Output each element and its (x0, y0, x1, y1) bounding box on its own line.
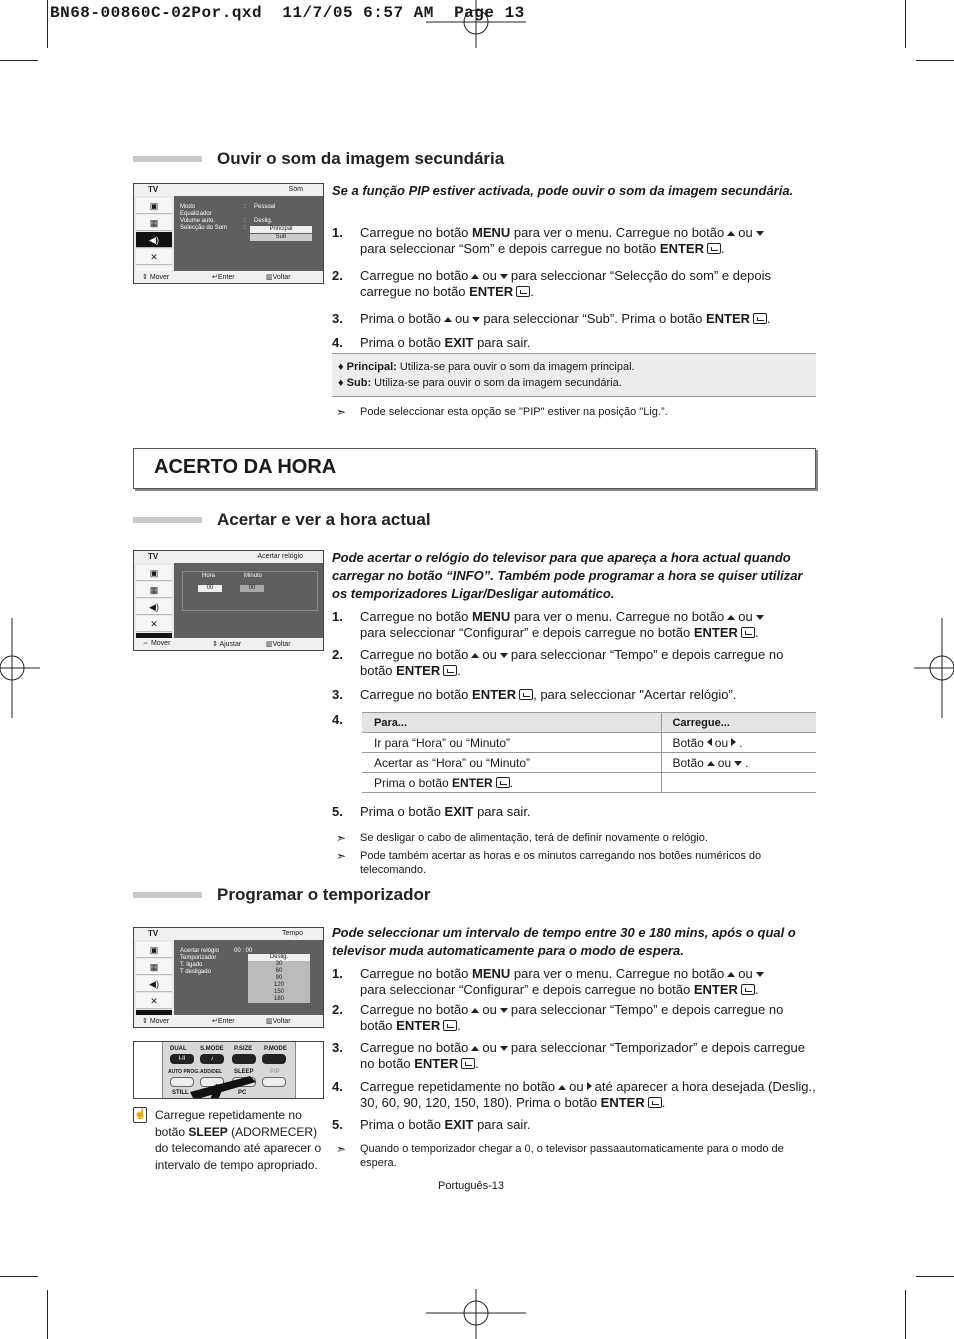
step: 3. Carregue no botão ENTER , para seleccionar "Acertar relógio”. (332, 687, 737, 702)
note: ➣ Pode também acertar as horas e os minutos carregando nos botões numéricos do telecomando. (336, 849, 762, 876)
section-intro: Pode seleccionar um intervalo de tempo entre 30 e 180 mins, após o qual o televisor muda automaticamente para o modo de espera. (332, 925, 796, 958)
pip-button (262, 1077, 286, 1087)
step: 3. Carregue no botão ou para seleccionar “Temporizador” e depois carregue no botão ENTER . (332, 1040, 805, 1071)
remote-label: DUAL (170, 1046, 187, 1052)
tv-item: Selecção do Som (180, 225, 228, 231)
section-bar (133, 156, 202, 162)
tv-footer-move: ⇕ Mover (142, 274, 170, 281)
section-intro: Se a função PIP estiver activada, pode ouvir o som da imagem secundária. (332, 183, 794, 198)
note-arrow-icon: ➣ (336, 405, 347, 419)
enter-icon (753, 313, 767, 324)
antenna-icon: ✕ (136, 616, 172, 632)
tv-option: 120 (248, 982, 310, 989)
tv-minute-label: Minuto (244, 573, 263, 579)
tv-tab: TV (148, 552, 159, 561)
tv-tab: TV (148, 185, 159, 194)
up-arrow-icon (471, 653, 479, 658)
tv-footer-return: ▥Voltar (266, 641, 291, 648)
remote-label: S.MODE (200, 1046, 224, 1052)
tv-value: Pessoal (254, 204, 276, 210)
remote-caption: Carregue repetidamente no botão SLEEP (ADORMECER) do telecomando até aparecer o intervalo de tempo apropriado. (155, 1108, 322, 1172)
tv-footer-enter: ↵Enter (212, 274, 235, 281)
tv-option: Sub (250, 234, 312, 241)
step: 2. Carregue no botão ou para seleccionar “Selecção do som” e depois carregue no botão ENTER . (332, 268, 772, 299)
step: 1. Carregue no botão MENU para ver o menu. Carregue no botão ou para seleccionar “Configurar” e depois carregue no botão ENTER . (332, 966, 818, 998)
up-arrow-icon (444, 317, 452, 322)
remote-label: SLEEP (234, 1069, 254, 1075)
section-title: Programar o temporizador (217, 885, 431, 904)
up-arrow-icon (471, 1008, 479, 1013)
step: 5. Prima o botão EXIT para sair. (332, 804, 531, 819)
tv-footer-move: ⇕ Mover (142, 1018, 170, 1025)
tv-option: 60 (248, 968, 310, 975)
note-arrow-icon: ➣ (336, 831, 347, 845)
info-item: ♦ Principal: Utiliza-se para ouvir o som da imagem principal. (338, 361, 635, 373)
down-arrow-icon (500, 274, 508, 279)
enter-icon (707, 243, 721, 254)
note: ➣ Se desligar o cabo de alimentação, terá de definir novamente o relógio. (336, 831, 708, 845)
down-arrow-icon (756, 231, 764, 236)
down-arrow-icon (500, 1008, 508, 1013)
down-arrow-icon (472, 317, 480, 322)
step: 2. Carregue no botão ou para seleccionar “Tempo” e depois carregue no botão ENTER . (332, 647, 784, 678)
table-row: Prima o botão ENTER . (362, 773, 816, 793)
note-arrow-icon: ➣ (336, 1142, 347, 1156)
file-header: BN68-00860C-02Por.qxd 11/7/05 6:57 AM Page 13 (50, 4, 525, 22)
tv-footer-move: ⇔ Mover (142, 640, 171, 647)
right-arrow-icon (587, 1082, 592, 1090)
remote-label: STILL (172, 1090, 189, 1096)
speaker-icon: ◀) (136, 599, 172, 615)
pmode-button (262, 1054, 286, 1064)
down-arrow-icon (500, 1046, 508, 1051)
up-arrow-icon (707, 761, 715, 766)
enter-icon (648, 1097, 662, 1108)
section-bar (133, 517, 202, 523)
step: 4. Prima o botão EXIT para sair. (332, 335, 531, 350)
tv-item: T desligado (180, 969, 211, 975)
enter-icon (741, 984, 755, 995)
up-arrow-icon (727, 972, 735, 977)
enter-icon (443, 665, 457, 676)
up-arrow-icon (727, 231, 735, 236)
up-arrow-icon (471, 274, 479, 279)
table-header: Carregue... (662, 713, 816, 733)
down-arrow-icon (734, 761, 742, 766)
tv-item: Volume auto. (180, 218, 216, 224)
tv-minute-value: 00 (240, 585, 264, 592)
enter-icon (519, 689, 533, 700)
antenna-icon: ✕ (136, 993, 172, 1009)
tv-option: 30 (248, 961, 310, 968)
antenna-icon: ✕ (136, 249, 172, 265)
step: 1. Carregue no botão MENU para ver o menu. Carregue no botão ou para seleccionar “Configurar” e depois carregue no botão ENTER . (332, 609, 818, 641)
tv-option-selected: Principal (250, 226, 312, 233)
section-title: Ouvir o som da imagem secundária (217, 149, 505, 168)
right-arrow-icon (731, 738, 736, 746)
tv-hour-value: 00 (198, 585, 222, 592)
step: 3. Prima o botão ou para seleccionar “Sub”. Prima o botão ENTER . (332, 311, 771, 326)
tv-option-selected: Deslig. (248, 954, 310, 961)
tv-menu-title: Acertar relógio (257, 553, 303, 560)
tv-menu-clock (133, 550, 324, 651)
note: ➣ Quando o temporizador chegar a 0, o televisor passaautomaticamente para o modo de espera. (336, 1142, 784, 1169)
down-arrow-icon (756, 972, 764, 977)
info-box (332, 353, 816, 397)
tv-menu-timer (133, 927, 324, 1028)
up-arrow-icon (471, 1046, 479, 1051)
tv-item: Acertar relógio (180, 948, 220, 954)
picture-icon: ▣ (136, 942, 172, 958)
down-arrow-icon (500, 653, 508, 658)
enter-icon (461, 1058, 475, 1069)
picture-icon: ▣ (136, 565, 172, 581)
remote-label: AUTO PROG. (168, 1069, 200, 1075)
dual-button: I-II (170, 1054, 194, 1064)
psize-button (232, 1054, 256, 1064)
tv-footer-return: ▥Voltar (266, 274, 291, 281)
note: ➣ Pode seleccionar esta opção se "PIP" estiver na posição "Lig.”. (336, 405, 668, 419)
chapter-title: ACERTO DA HORA (154, 456, 337, 478)
remote-illustration (133, 1041, 324, 1099)
tv-footer-adjust: ⇕ Ajustar (212, 641, 242, 648)
enter-icon (496, 777, 510, 788)
table-header: Para... (362, 713, 662, 733)
pointer-arrow-icon (190, 1074, 260, 1099)
registration-mark-left (0, 618, 40, 718)
chapter-box (133, 448, 816, 489)
tv-tab: TV (148, 929, 159, 938)
up-arrow-icon (558, 1085, 566, 1090)
tv-menu-title: Tempo (281, 930, 303, 937)
tv-value: Deslig. (254, 218, 273, 224)
speaker-icon: ◀) (136, 976, 172, 992)
enter-icon (516, 286, 530, 297)
hand-icon: ☝ (133, 1107, 147, 1123)
registration-mark-right (914, 618, 954, 718)
step: 5. Prima o botão EXIT para sair. (332, 1117, 531, 1132)
section-intro: Pode acertar o relógio do televisor para que apareça a hora actual quando carregar no botão “INFO”. Também pode programar a hora se quiser utilizar os temporizadores Ligar/Desligar automático. (332, 550, 803, 601)
action-table (362, 712, 816, 793)
tv-item: T. ligado (180, 962, 203, 968)
tv-item: Modo (180, 204, 196, 210)
page-number: Português-13 (438, 1180, 505, 1192)
remote-label: P.MODE (264, 1046, 287, 1052)
remote-label: PIP (270, 1069, 280, 1075)
table-row: Ir para “Hora” ou “Minuto” Botão ou . (362, 733, 816, 753)
note-arrow-icon: ➣ (336, 849, 347, 863)
remote-label: ADD/DEL (200, 1069, 223, 1075)
up-arrow-icon (727, 615, 735, 620)
tv-menu-title: Som (288, 186, 303, 193)
enter-icon (741, 627, 755, 638)
tv-option: 90 (248, 975, 310, 982)
remote-label: P.SIZE (234, 1046, 253, 1052)
picture-icon: ▣ (136, 198, 172, 214)
tv-menu-sound: TV Som ▣ ▦ ◀) ✕ Modo Equalizador Volume auto. Selecção do Som : : : Pessoal Deslig. Principal Sub ⇕ Mover ↵Enter ▥Voltar (133, 183, 324, 284)
section-title: Acertar e ver a hora actual (217, 510, 431, 529)
tv-footer-enter: ↵Enter (212, 1018, 235, 1025)
channel-icon: ▦ (136, 582, 172, 598)
tv-hour-label: Hora (202, 573, 216, 579)
step: 2. Carregue no botão ou para seleccionar “Tempo” e depois carregue no botão ENTER . (332, 1002, 784, 1033)
remote-label: PC (238, 1090, 247, 1096)
smode-button: ♪ (200, 1054, 224, 1064)
tv-option: 180 (248, 996, 310, 1003)
tv-item: Temporizador (180, 955, 217, 961)
tv-option: 150 (248, 989, 310, 996)
section-bar (133, 892, 202, 898)
step: 4. Carregue repetidamente no botão ou até aparecer a hora desejada (Deslig., 30, 60, 90, 120, 150, 180). Prima o botão ENTER . (332, 1079, 816, 1110)
tv-item: Equalizador (180, 211, 212, 217)
registration-mark-bottom (426, 1289, 526, 1339)
down-arrow-icon (756, 615, 764, 620)
info-item: ♦ Sub: Utiliza-se para ouvir o som da imagem secundária. (338, 377, 622, 389)
table-row: Acertar as “Hora” ou “Minuto” Botão ou . (362, 753, 816, 773)
channel-icon: ▦ (136, 959, 172, 975)
enter-icon (443, 1020, 457, 1031)
channel-icon: ▦ (136, 215, 172, 231)
left-arrow-icon (707, 738, 712, 746)
tv-clock-value: 00 : 00 (234, 948, 253, 954)
speaker-icon: ◀) (136, 232, 172, 248)
step: 1. Carregue no botão MENU para ver o menu. Carregue no botão ou para seleccionar “Som” e depois carregue no botão ENTER . (332, 225, 818, 257)
tv-footer-return: ▥Voltar (266, 1018, 291, 1025)
